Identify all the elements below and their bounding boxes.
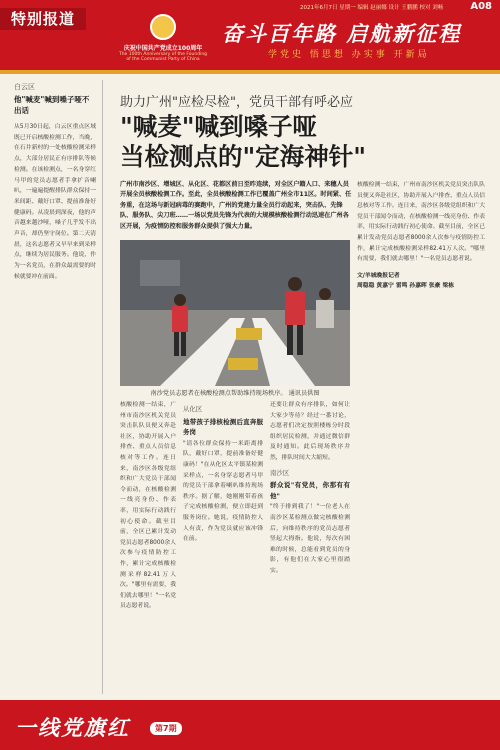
article-column-4 [357, 180, 485, 692]
reporter-names: 周稳稳 黄嘉宁 雷鸣 孙嘉晖 张豪 梁栋 [357, 283, 455, 290]
issue-meta: 2021年6月7日 星期一 编辑 赵丽娜 设计 王鹏鹏 校对 刘畅 [300, 5, 444, 11]
news-photo-illustration [120, 240, 350, 386]
header-slogan: 奋斗百年路 启航新征程 [222, 21, 462, 46]
article-title-line1: "喊麦"喊到嗓子哑 [120, 112, 318, 141]
col2-section: 从化区 [183, 405, 203, 413]
article-column-1 [120, 400, 176, 692]
header-subslogan: 学党史 悟思想 办实事 开新局 [268, 50, 430, 60]
article-column-3 [270, 400, 350, 692]
party-emblem-icon [150, 14, 176, 40]
col2-body: "请各位群众保持一米距离排队，戴好口罩，提前准备好健康码！"在从化区太平镇某检测采样点，一名身穿志愿者马甲的党员干部拿着喇叭维持现场秩序。据了解，她刚刚带着孩子完成核酸检测，便立即赶到服务岗位。她说，疫情防控人人有责，作为党员就应该冲锋在前。 [183, 440, 263, 543]
photo-caption: 南沙党员志愿者在核酸检测点帮助维持现场秩序。 通讯员供图 [150, 390, 320, 397]
col3-headline: 群众说"有党员，你那有有他" [270, 481, 350, 500]
centenary-subtitle: The 100th Anniversary of the Founding of the Communist Party of China [118, 52, 208, 62]
reporter-label: 文/羊城晚报记者 [357, 272, 400, 279]
article-kicker: 助力广州"应检尽检"，党员干部有呼必应 [120, 95, 353, 110]
page-number: A08 [470, 1, 492, 12]
article-title-line2: 当检测点的"定海神针" [120, 142, 367, 171]
col4-body: 核酸检测一结束，广州市南沙区机关党员突击队队员便又奔赴社区，协助开展入户排查、重点人员信息核对等工作。连日来，南沙区各级党组织和广大党员干部闻令而动，在核酸检测一线亮身份、作表率，用实际行动践行初心使命。截至目前，全区已累计发动党员志愿者8000余人次参与疫情防控工作，累计完成核酸检测采样82.41万人次。"哪里有需要，我们就去哪里！"一名党员志愿者说。 [357, 182, 485, 263]
col2-headline: 地带孩子排核检测后直奔服务岗 [183, 417, 263, 437]
footer-issue-badge: 第7期 [150, 722, 182, 735]
news-photo [120, 240, 350, 386]
sidebar-section: 白云区 [14, 83, 35, 91]
centenary-title: 庆祝中国共产党成立100周年 [123, 45, 203, 52]
col3-body: 还要让群众有序排队，如何让大家少等待？经过一番讨论，志愿者们决定按照楼栋分时段组织居民检测，并通过微信群及时通知。此后现场秩序井然，排队时间大大缩短。 [270, 402, 350, 461]
article-lead: 广州市南沙区、增城区、从化区、花都区前日至昨连续，对全区户籍人口、来穗人员开展全员核酸检测工作。至此，全员核酸检测工作已覆盖广州全市11区。时间紧、任务重，在这场与新冠病毒的赛跑中，广州的党建力量全员行动起来，突击队、先锋队、服务队、尖刀班……一场以党员先锋为代表的大规模核酸检测行动迅速在广州各区开展，为疫情防控和服务群众提供了强大力量。 [120, 181, 352, 230]
sidebar-headline: 他"喊麦"喊到嗓子哑不出话 [14, 95, 90, 115]
footer-title: 一线党旗红 [15, 715, 130, 740]
column-divider [102, 80, 103, 694]
sidebar-story [14, 82, 96, 694]
article-column-2 [183, 400, 263, 692]
article-title [120, 112, 480, 172]
col3-section: 南沙区 [270, 468, 290, 477]
section-tag: 特别报道 [0, 8, 86, 30]
article-body-intro: 核酸检测一结束，广州市南沙区机关党员突击队队员便又奔赴社区，协助开展入户排查、重点人员信息核对等工作。连日来，南沙区各级党组织和广大党员干部闻令而动，在核酸检测一线亮身份、作表率，用实际行动践行初心使命。截至目前，全区已累计发动党员志愿者8000余人次参与疫情防控工作，累计完成核酸检测采样82.41万人次。"哪里有需要，我们就去哪里！"一名党员志愿者说。 [120, 402, 176, 610]
sidebar-body: 从5月30日起，白云区重点区域既已开启核酸检测工作，当晚，在石井新村的一处核酸检测采样点，大部分居民正有序排队等候检测。在该检测点，一名身穿红马甲的党员志愿者手拿扩音喇叭，一遍遍提醒排队群众保持一米间距、戴好口罩、提前准备好健康码。从凌晨到深夜，他的声音越来越沙哑，嗓子几乎发不出声音，却仍坚守岗位。第二天清晨，这名志愿者又早早来到采样点，继续为居民服务。他说，作为一名党员，在群众最需要的时候就要冲在前面。 [14, 124, 96, 280]
col3-body2: "终于排到我了！"一位老人在南沙区某检测点做完核酸检测后，向维持秩序的党员志愿者竖起大拇指。他说，每次有困难的时候，总能看到党员的身影，有他们在大家心里很踏实。 [270, 504, 350, 574]
header-divider [0, 70, 500, 74]
